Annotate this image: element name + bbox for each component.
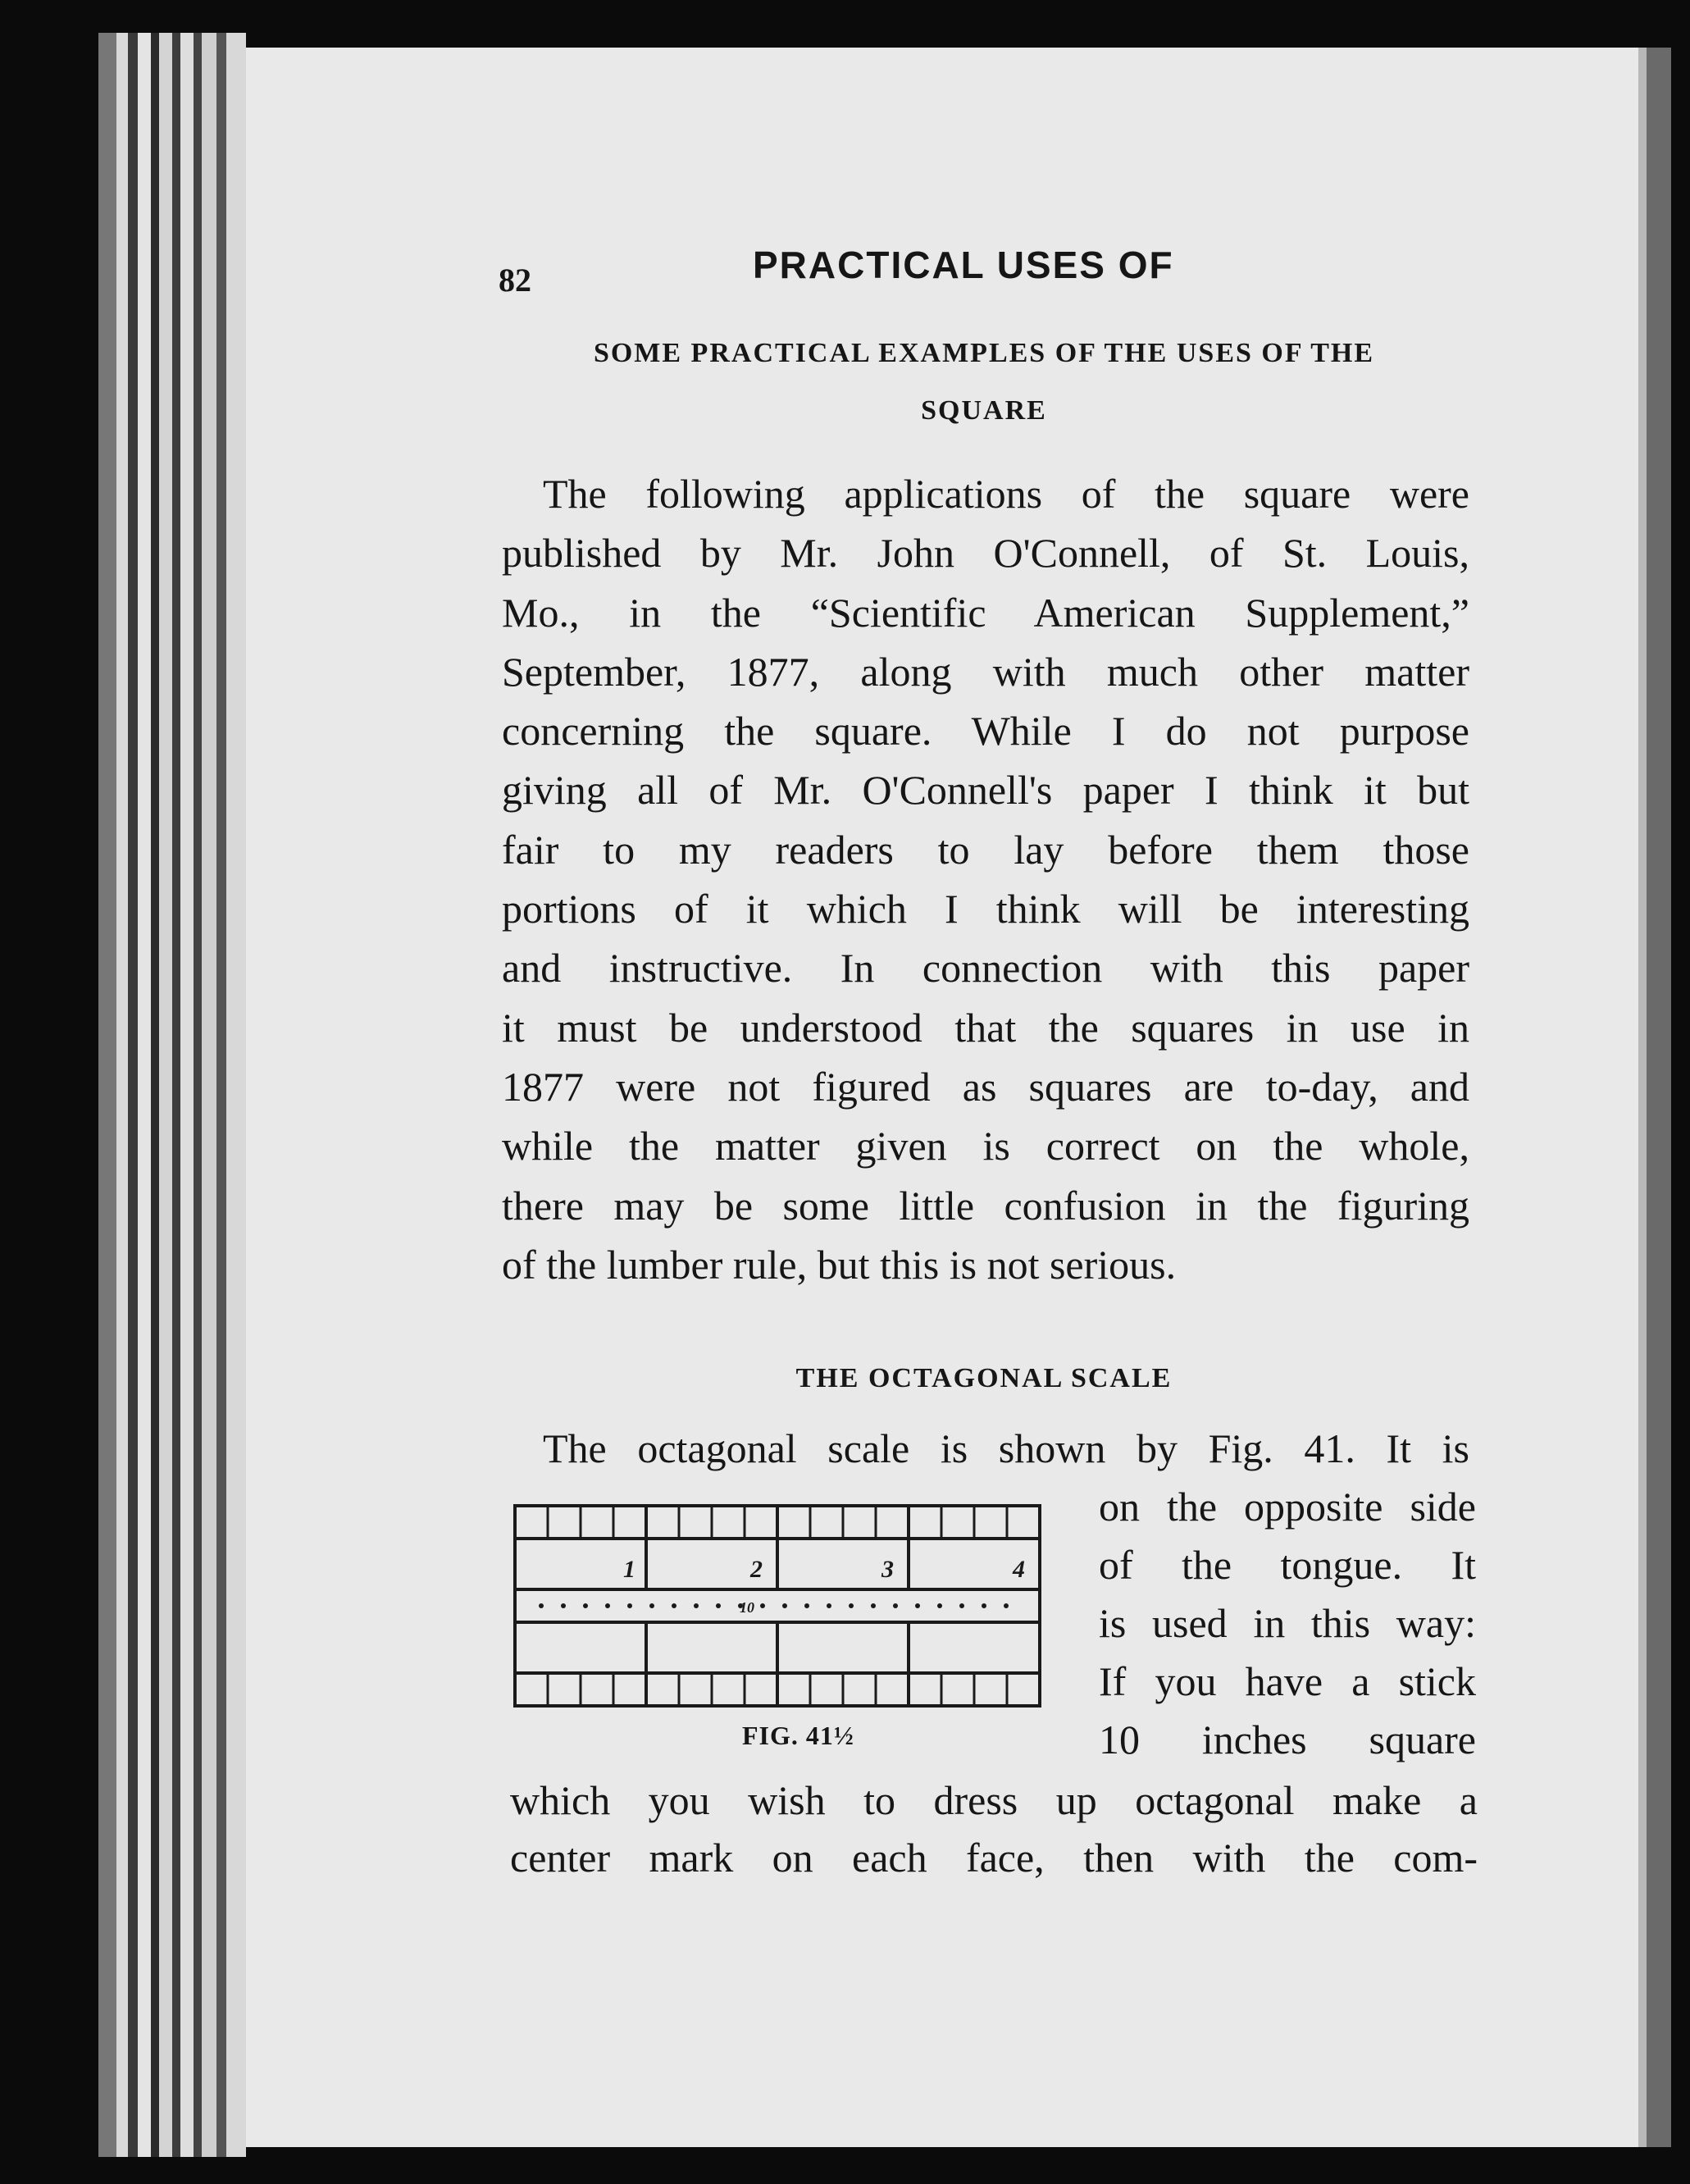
paragraph-2-first-line: The octagonal scale is shown by Fig. 41. It is [543,1425,1469,1471]
scale-dot [982,1603,986,1608]
scale-dot [1004,1603,1009,1608]
paragraph-line: If you have a stick [1099,1658,1476,1704]
scale-number: 4 [1013,1556,1025,1583]
scale-dot [561,1603,566,1608]
scale-number: 2 [750,1556,763,1583]
paragraph-line: which you wish to dress up octagonal make a [510,1777,1478,1823]
scale-dot [716,1603,721,1608]
paragraph-line: there may be some little confusion in the figuring [502,1182,1469,1229]
paragraph-line: of the lumber rule, but this is not serious. [502,1241,1177,1288]
scale-dot [672,1603,676,1608]
scale-dot [804,1603,809,1608]
paragraph-2-wrap-column [1099,1478,1476,1769]
paragraph-line: fair to my readers to lay before them those [502,826,1469,873]
paragraph-line: concerning the square. While I do not purpose [502,708,1469,755]
paragraph-line: is used in this way: [1099,1600,1476,1646]
paragraph-line: The following applications of the square were [543,471,1469,517]
subheading-octagonal-scale: THE OCTAGONAL SCALE [795,1363,1173,1393]
paragraph-2-rest [510,1771,1478,1886]
section-heading-line-2: SQUARE [921,395,1047,426]
scale-dot [782,1603,787,1608]
paragraph-line: Mo., in the “Scientific American Supplement,” [502,589,1469,636]
page-right-edge-light [1638,48,1647,2147]
paragraph-line: 1877 were not figured as squares are to-day, and [502,1063,1469,1110]
scale-dot [959,1603,964,1608]
paragraph-line: it must be understood that the squares in use in [502,1004,1469,1051]
section-heading-line-1: SOME PRACTICAL EXAMPLES OF THE USES OF THE [593,338,1375,368]
paragraph-line: center mark on each face, then with the com- [510,1835,1478,1881]
paragraph-line: and instructive. In connection with this paper [502,945,1469,992]
paragraph-line: September, 1877, along with much other matter [502,648,1469,695]
paragraph-line: published by Mr. John O'Connell, of St. Louis, [502,530,1469,577]
scale-dot [893,1603,898,1608]
paragraph-line: giving all of Mr. O'Connell's paper I think it but [502,767,1469,814]
paragraph-line: on the opposite side [1099,1484,1476,1530]
figure-dots [539,1603,1009,1608]
scale-dot [871,1603,876,1608]
scale-dot [915,1603,920,1608]
paragraph-line: portions of it which I think will be interesting [502,886,1469,932]
scale-dot [649,1603,654,1608]
figure-caption: FIG. 41½ [742,1721,854,1750]
scale-number: 1 [623,1556,635,1583]
page-edges [98,33,254,2157]
scale-dot [583,1603,588,1608]
page-number: 82 [499,262,531,299]
running-head: PRACTICAL USES OF [753,244,1174,286]
scale-dot [937,1603,942,1608]
scale-dot [849,1603,854,1608]
scale-number: 3 [881,1556,894,1583]
scale-dot [760,1603,765,1608]
scale-dot [694,1603,699,1608]
octagonal-scale-figure [508,1499,1066,1714]
paragraph-line: while the matter given is correct on the whole, [502,1123,1469,1170]
scale-dot [627,1603,632,1608]
paragraph-line: of the tongue. It [1099,1542,1476,1588]
page-right-edge [1647,48,1671,2147]
paragraph-line: 10 inches square [1099,1717,1476,1762]
paragraph-1 [502,464,1469,1294]
scale-dot [539,1603,544,1608]
scale-dot [605,1603,610,1608]
scale-mid-label: 10 [740,1599,754,1616]
scale-dot [827,1603,831,1608]
